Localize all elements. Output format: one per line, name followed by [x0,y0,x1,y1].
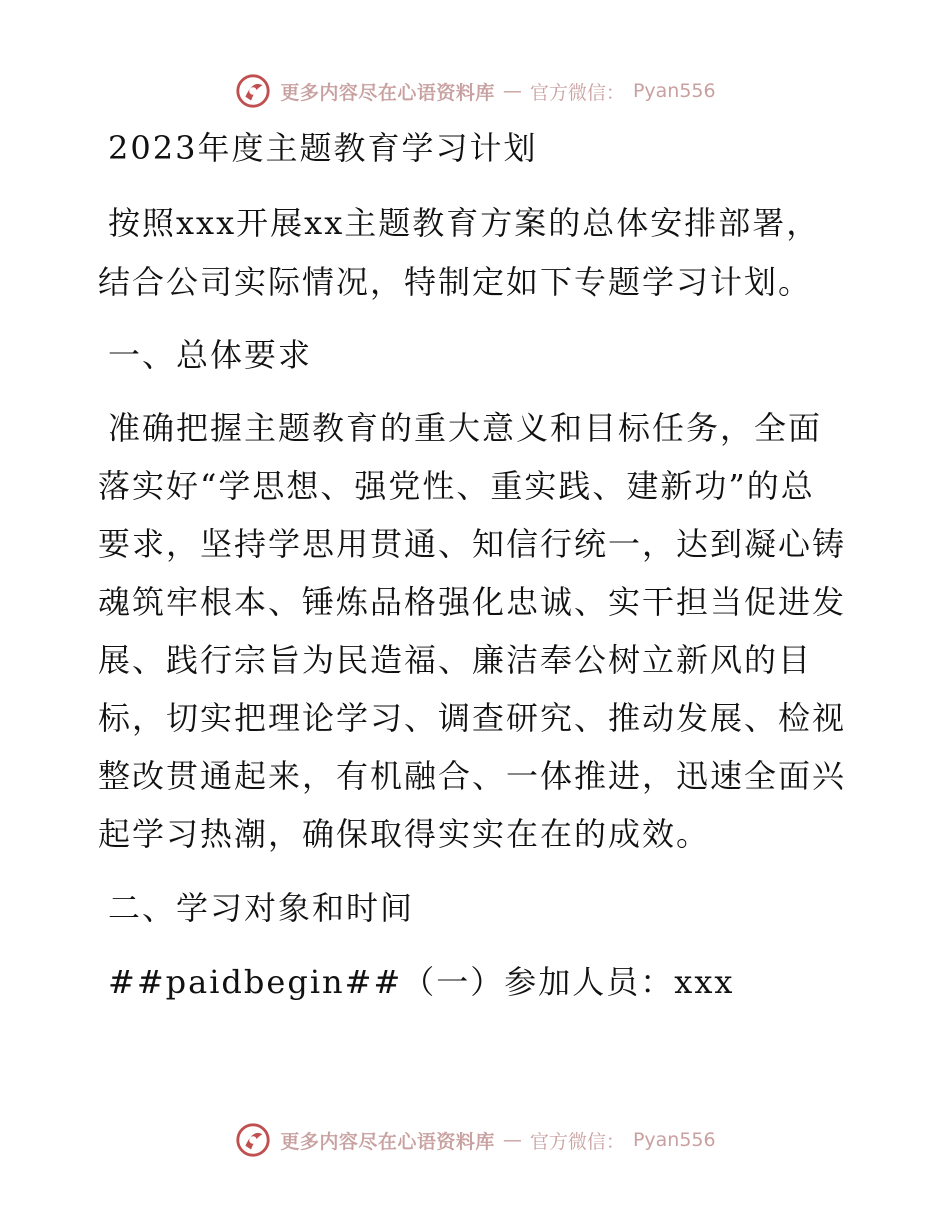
section-1-line-8: 起学习热潮，确保取得实实在在的成效。 [98,815,711,853]
section-1-line-5: 展、践行宗旨为民造福、廉洁奉公树立新风的目 [98,641,813,679]
watermark-wechat-label: 官方微信： [529,81,625,104]
intro-line-2: 结合公司实际情况，特制定如下专题学习计划。 [98,263,813,301]
watermark-bottom [0,1120,950,1160]
intro-line-1: 按照xxx开展xx主题教育方案的总体安排部署， [108,204,821,242]
watermark-dash: — [502,80,522,102]
watermark-wechat-id: Pyan556 [632,80,716,102]
logo-icon [234,72,272,110]
section-1-line-7: 整改贯通起来，有机融合、一体推进，迅速全面兴 [98,757,847,795]
section-1-line-1: 准确把握主题教育的重大意义和目标任务，全面 [108,409,823,447]
watermark-dash: — [502,1129,522,1151]
section-2-heading: 二、学习对象和时间 [108,889,415,927]
section-1-line-4: 魂筑牢根本、锤炼品格强化忠诚、实干担当促进发 [98,583,847,621]
watermark-wechat-id: Pyan556 [632,1129,716,1151]
section-1-heading: 一、总体要求 [108,336,313,374]
watermark-text: 更多内容尽在心语资料库 [280,81,495,104]
logo-icon [234,1121,272,1159]
watermark-wechat-label: 官方微信： [529,1130,625,1153]
watermark-text: 更多内容尽在心语资料库 [280,1130,495,1153]
section-1-line-6: 标，切实把理论学习、调查研究、推动发展、检视 [98,699,847,737]
document-title: 2023年度主题教育学习计划 [108,129,538,167]
section-2-item-1: ##paidbegin##（一）参加人员：xxx [108,963,735,1001]
section-1-line-2: 落实好“学思想、强党性、重实践、建新功”的总 [98,467,815,505]
watermark-top [0,71,950,111]
section-1-line-3: 要求，坚持学思用贯通、知信行统一，达到凝心铸 [98,525,847,563]
